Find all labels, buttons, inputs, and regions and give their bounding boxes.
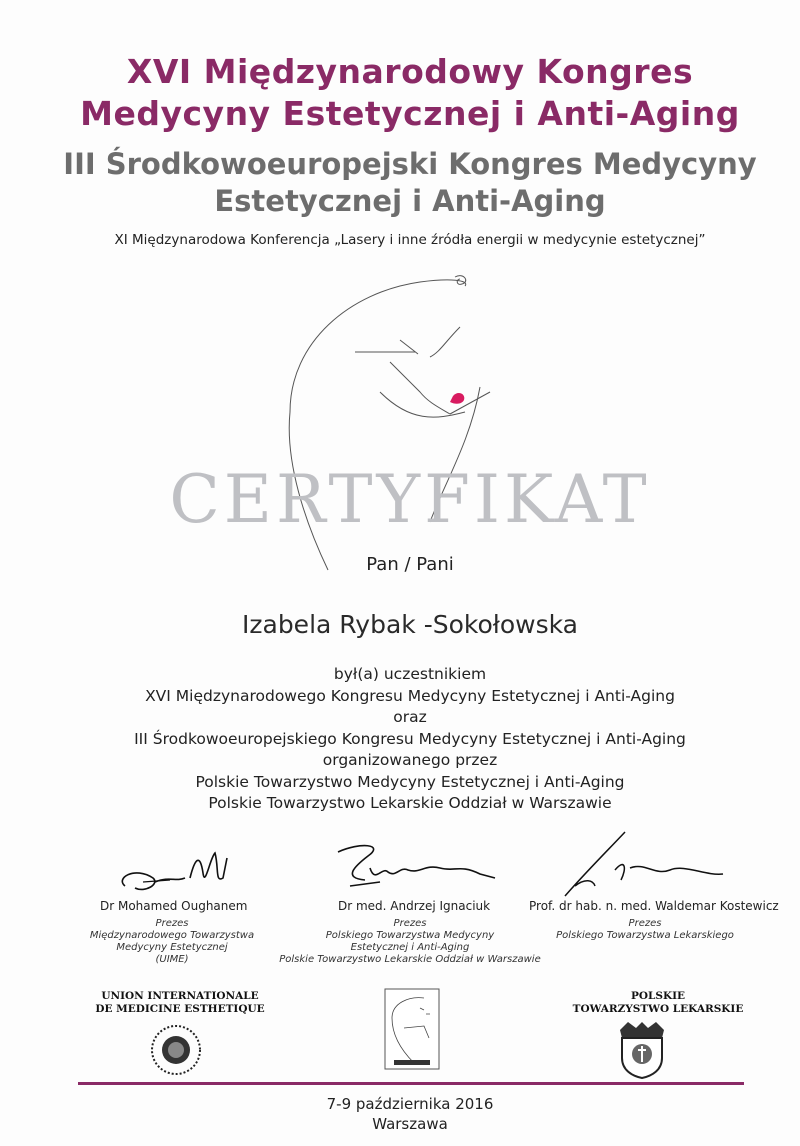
body-line: III Środkowoeuropejskiego Kongresu Medycyny Estetycznej i Anti-Aging: [134, 729, 686, 748]
signatory-role: Prezes Polskiego Towarzystwa Medycyny Estetycznej i Anti-Aging Polskie Towarzystwo Lekarskie Oddział w Warszawie: [279, 918, 541, 965]
footer-divider: [78, 1082, 744, 1085]
body-line: był(a) uczestnikiem: [333, 665, 487, 683]
body-line: oraz: [393, 708, 427, 726]
event-date: 7-9 października 2016: [326, 1095, 494, 1113]
signatory-name: Dr Mohamed Oughanem: [100, 899, 248, 913]
org-ptl-label: POLSKIE TOWARZYSTWO LEKARSKIE: [572, 990, 744, 1015]
org-uime-label: UNION INTERNATIONALE DE MEDICINE ESTHETIQUE: [95, 990, 265, 1015]
title-line-2: Medycyny Estetycznej i Anti-Aging: [80, 94, 740, 133]
signature-ignaciuk: [330, 838, 500, 900]
body-line: XVI Międzynarodowego Kongresu Medycyny Estetycznej i Anti-Aging: [145, 686, 675, 705]
ptmeiaa-logo-icon: [384, 988, 440, 1070]
uime-seal-icon: [140, 1022, 212, 1078]
subtitle-line-2: Estetycznej i Anti-Aging: [214, 184, 606, 218]
subtitle-line-1: III Środkowoeuropejski Kongres Medycyny: [63, 147, 757, 181]
body-line: Polskie Towarzystwo Lekarskie Oddział w Warszawie: [208, 794, 612, 812]
lips-icon: [450, 393, 464, 404]
recipient-name: Izabela Rybak -Sokołowska: [242, 610, 578, 639]
signatory-role: Prezes Polskiego Towarzystwa Lekarskiego: [556, 918, 734, 941]
body-line: Polskie Towarzystwo Medycyny Estetycznej i Anti-Aging: [195, 772, 625, 791]
certificate-body: [0, 664, 800, 815]
event-city: Warszawa: [372, 1115, 448, 1133]
ptl-coat-of-arms-icon: [614, 1020, 670, 1080]
signatory-role: Prezes Międzynarodowego Towarzystwa Medycyny Estetycznej (UIME): [89, 918, 255, 965]
certificate-heading: CERTYFIKAT: [169, 461, 651, 538]
body-line: organizowanego przez: [322, 751, 498, 769]
event-footer: [0, 1094, 800, 1134]
conference-title: XI Międzynarodowa Konferencja „Lasery i inne źródła energii w medycynie estetycznej”: [114, 232, 706, 248]
salutation: Pan / Pani: [366, 554, 454, 575]
signature-oughanem: [115, 838, 245, 900]
signature-kostewicz: [555, 828, 725, 900]
signatory-name: Dr med. Andrzej Ignaciuk: [338, 899, 491, 913]
title-line-1: XVI Międzynarodowy Kongres: [126, 52, 694, 91]
signatory-name: Prof. dr hab. n. med. Waldemar Kostewicz: [529, 899, 779, 913]
